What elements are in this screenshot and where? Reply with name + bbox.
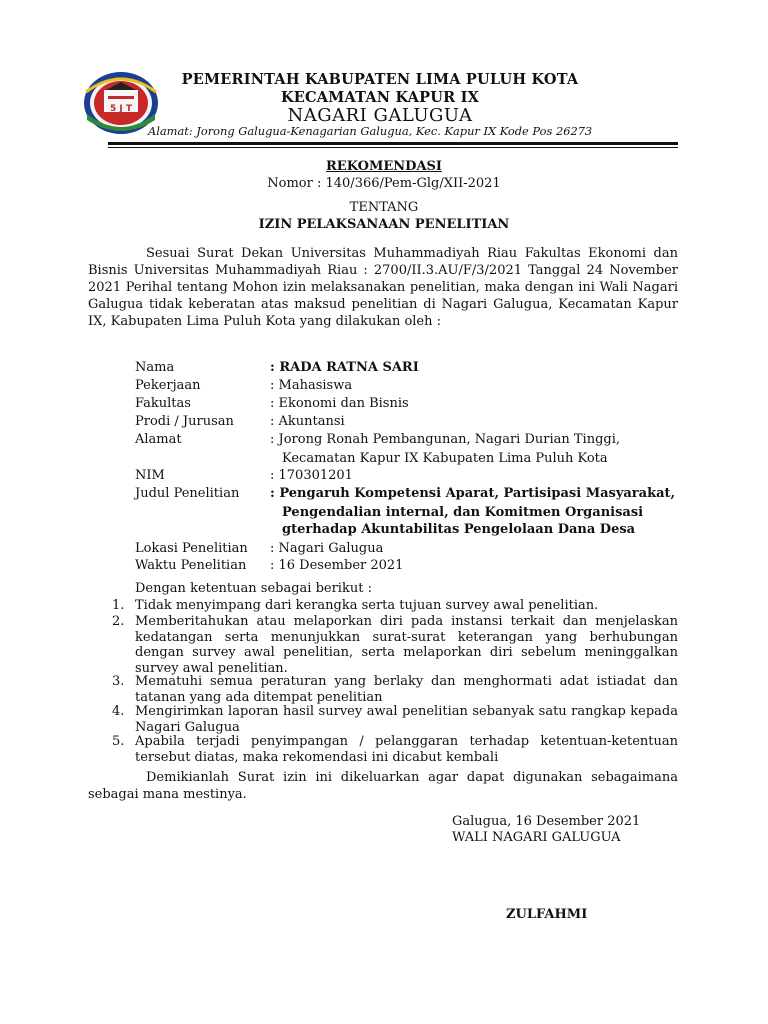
document-title: REKOMENDASI xyxy=(326,159,442,174)
label-judul: Judul Penelitian xyxy=(135,486,240,501)
value-judul-line2: Pengendalian internal, dan Komitmen Organisasi xyxy=(282,505,644,520)
label-waktu: Waktu Penelitian xyxy=(135,558,247,573)
value-waktu: : 16 Desember 2021 xyxy=(270,558,404,573)
value-fakultas: : Ekonomi dan Bisnis xyxy=(270,396,409,411)
signature-name: ZULFAHMI xyxy=(506,907,588,922)
value-lokasi: : Nagari Galugua xyxy=(270,541,384,556)
conditions-intro: Dengan ketentuan sebagai berikut : xyxy=(135,581,372,596)
condition-number: 5. xyxy=(112,734,125,749)
condition-number: 3. xyxy=(112,674,125,689)
value-alamat-line2: Kecamatan Kapur IX Kabupaten Lima Puluh Kota xyxy=(282,451,608,466)
value-judul-line3: gterhadap Akuntabilitas Pengelolaan Dana Desa xyxy=(282,522,636,537)
label-nama: Nama xyxy=(135,360,175,375)
value-nama: : RADA RATNA SARI xyxy=(270,360,419,375)
header-address: Alamat: Jorong Galugua-Kenagarian Galugua, Kec. Kapur IX Kode Pos 26273 xyxy=(148,124,593,138)
header-line-district: KECAMATAN KAPUR IX xyxy=(280,89,480,106)
condition-number: 4. xyxy=(112,704,125,719)
closing-paragraph: Demikianlah Surat izin ini dikeluarkan agar dapat digunakan sebagaimana sebagai mana mestinya. xyxy=(88,770,678,802)
condition-number: 1. xyxy=(112,598,125,613)
document-number: Nomor : 140/366/Pem-Glg/XII-2021 xyxy=(267,176,501,191)
header-divider-thick xyxy=(108,142,678,145)
label-nim: NIM xyxy=(135,468,165,483)
header-divider-thin xyxy=(108,147,678,148)
value-alamat: : Jorong Ronah Pembangunan, Nagari Durian Tinggi, xyxy=(270,432,621,447)
condition-item: Mengirimkan laporan hasil survey awal penelitian sebanyak satu rangkap kepada Nagari Galugua xyxy=(135,704,678,735)
value-prodi: : Akuntansi xyxy=(270,414,345,429)
condition-item: Tidak menyimpang dari kerangka serta tujuan survey awal penelitian. xyxy=(135,598,599,613)
value-pekerjaan: : Mahasiswa xyxy=(270,378,353,393)
label-alamat: Alamat xyxy=(135,432,182,447)
header-line-government: PEMERINTAH KABUPATEN LIMA PULUH KOTA xyxy=(181,71,579,88)
header-line-nagari: NAGARI GALUGUA xyxy=(287,105,473,126)
condition-item: Mematuhi semua peraturan yang berlaky dan menghormati adat istiadat dan tatanan yang ada ditempat penelitian xyxy=(135,674,678,705)
condition-item: Memberitahukan atau melaporkan diri pada instansi terkait dan menjelaskan kedatangan serta menunjukkan surat-surat keterangan yang berhubungan dengan survey awal penelitian, serta melaporkan diri sebelum meninggalkan survey awal penelitian. xyxy=(135,614,678,676)
condition-item: Apabila terjadi penyimpangan / pelanggaran terhadap ketentuan-ketentuan tersebut diatas, maka rekomendasi ini dicabut kembali xyxy=(135,734,678,765)
intro-paragraph: Sesuai Surat Dekan Universitas Muhammadiyah Riau Fakultas Ekonomi dan Bisnis Universitas Muhammadiyah Riau : 2700/II.3.AU/F/3/2021 Tanggal 24 November 2021 Perihal tentang Mohon izin melaksanakan penelitian, maka dengan ini Wali Nagari Galugua tidak keberatan atas maksud penelitian di Nagari Galugua, Kecamatan Kapur IX, Kabupaten Lima Puluh Kota yang dilakukan oleh : xyxy=(88,246,678,329)
value-nim: : 170301201 xyxy=(270,468,353,483)
label-fakultas: Fakultas xyxy=(135,396,191,411)
document-subject: IZIN PELAKSANAAN PENELITIAN xyxy=(258,217,510,232)
signature-position: WALI NAGARI GALUGUA xyxy=(452,830,621,845)
logo-text: 5 J T xyxy=(109,104,133,114)
about-label: TENTANG xyxy=(349,200,419,215)
label-prodi: Prodi / Jurusan xyxy=(135,414,234,429)
condition-number: 2. xyxy=(112,614,125,629)
label-lokasi: Lokasi Penelitian xyxy=(135,541,248,556)
value-judul: : Pengaruh Kompetensi Aparat, Partisipasi Masyarakat, xyxy=(270,486,676,501)
label-pekerjaan: Pekerjaan xyxy=(135,378,201,393)
signature-place-date: Galugua, 16 Desember 2021 xyxy=(452,814,641,829)
